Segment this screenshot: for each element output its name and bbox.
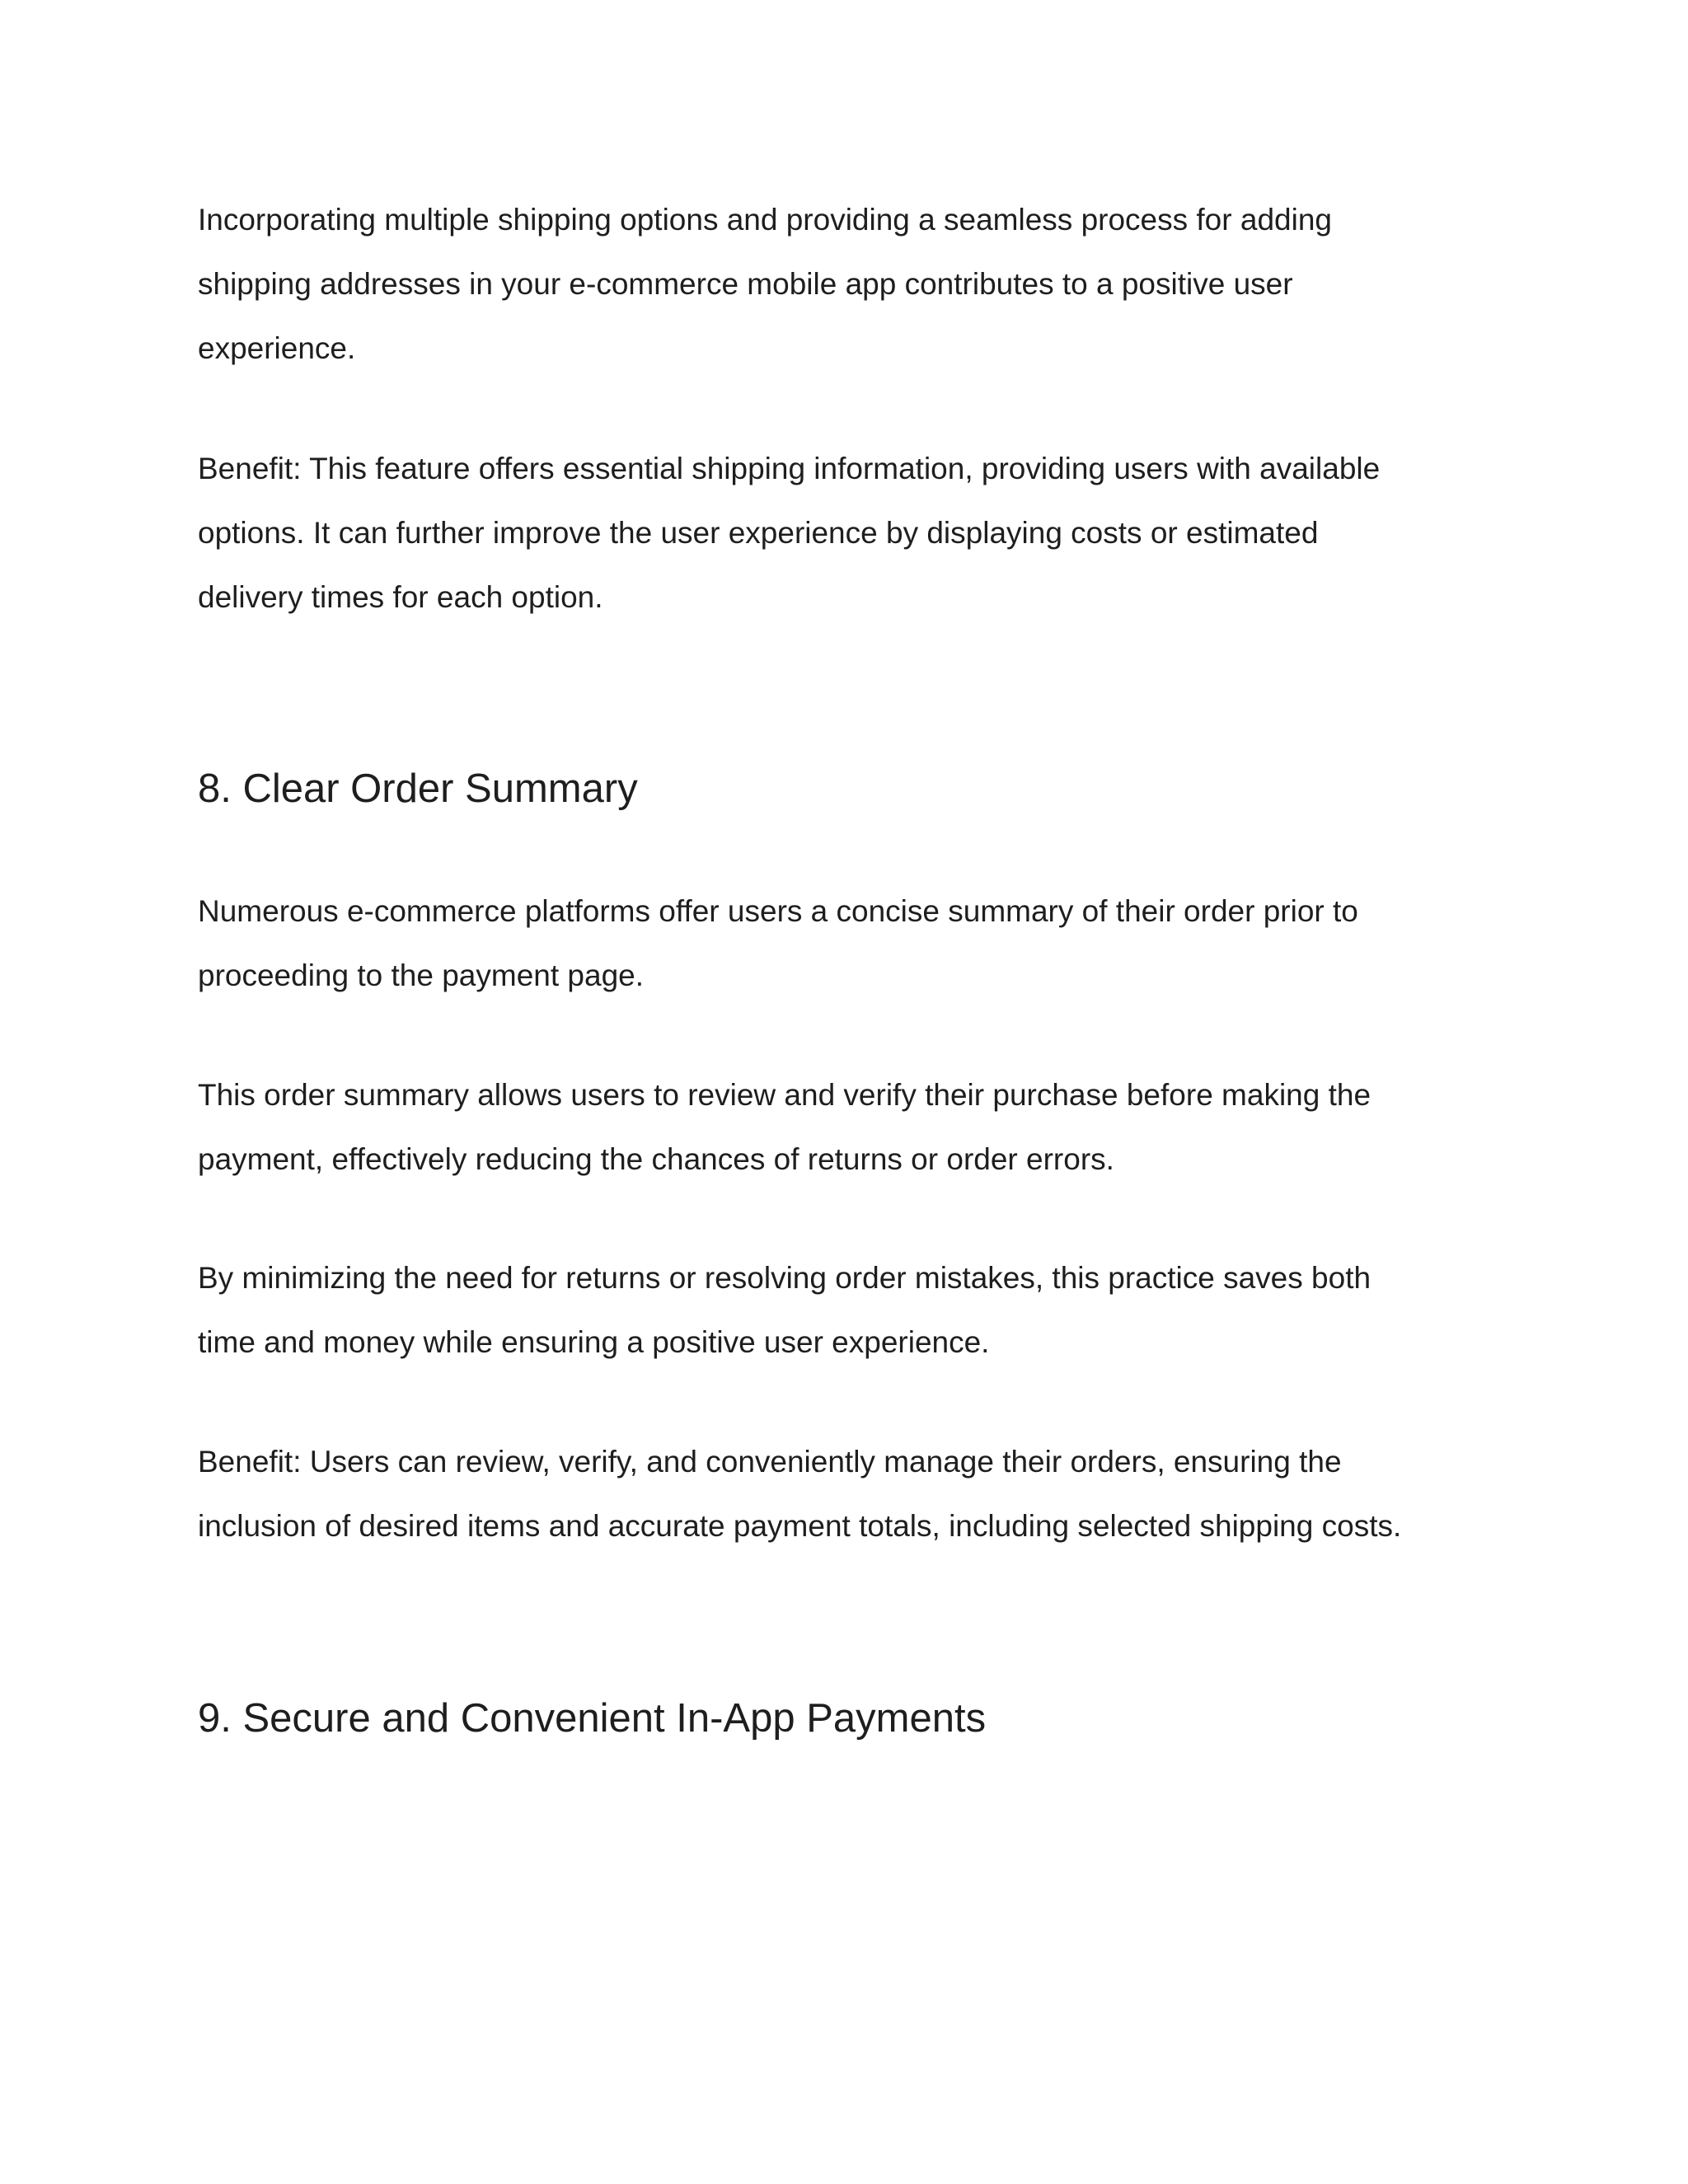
paragraph-line: By minimizing the need for returns or resolving order mistakes, this practice saves both bbox=[198, 1261, 1372, 1295]
paragraph-line: This order summary allows users to review and verify their purchase before making the bbox=[198, 1078, 1372, 1112]
section-8-paragraph-1 bbox=[198, 879, 1484, 1008]
section-8-paragraph-2 bbox=[198, 1063, 1484, 1192]
paragraph-line: payment, effectively reducing the chances of returns or order errors. bbox=[198, 1142, 1114, 1176]
paragraph-line: shipping addresses in your e-commerce mobile app contributes to a positive user bbox=[198, 267, 1293, 301]
intro-paragraph bbox=[198, 188, 1484, 381]
section-8-heading-block bbox=[198, 763, 1484, 814]
paragraph-line: experience. bbox=[198, 331, 356, 365]
paragraph-line: Numerous e-commerce platforms offer users a concise summary of their order prior to bbox=[198, 894, 1358, 928]
section-heading: 8. Clear Order Summary bbox=[198, 766, 638, 811]
section-8-benefit-paragraph bbox=[198, 1430, 1484, 1558]
paragraph-line: delivery times for each option. bbox=[198, 580, 603, 614]
paragraph-line: options. It can further improve the user experience by displaying costs or estimated bbox=[198, 516, 1319, 550]
paragraph-line: Benefit: Users can review, verify, and conveniently manage their orders, ensuring the bbox=[198, 1445, 1342, 1479]
paragraph-line: proceeding to the payment page. bbox=[198, 958, 644, 992]
paragraph-line: inclusion of desired items and accurate payment totals, including selected shipping costs. bbox=[198, 1509, 1402, 1543]
section-heading: 9. Secure and Convenient In-App Payments bbox=[198, 1696, 987, 1741]
section-9-heading-block bbox=[198, 1693, 1484, 1744]
paragraph-line: Incorporating multiple shipping options and providing a seamless process for adding bbox=[198, 203, 1332, 237]
paragraph-line: time and money while ensuring a positive user experience. bbox=[198, 1325, 990, 1359]
shipping-benefit-paragraph bbox=[198, 437, 1484, 630]
paragraph-line: Benefit: This feature offers essential shipping information, providing users with available bbox=[198, 452, 1381, 485]
section-8-paragraph-3 bbox=[198, 1246, 1484, 1375]
